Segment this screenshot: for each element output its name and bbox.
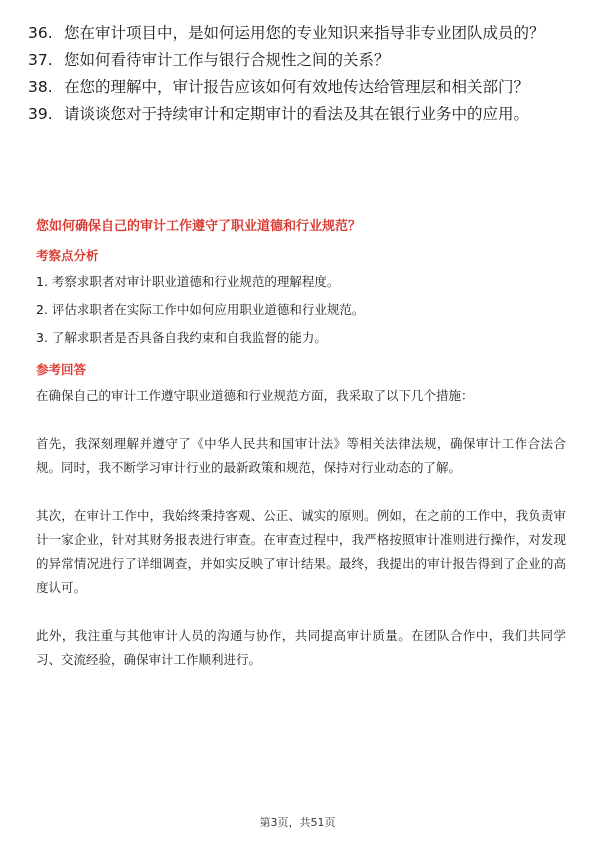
question-number: 36. — [28, 24, 53, 42]
question-number: 39. — [28, 105, 53, 123]
question-number: 38. — [28, 78, 53, 96]
question-item — [28, 20, 576, 47]
qa-section — [36, 217, 566, 672]
question-item — [28, 101, 576, 128]
answer-paragraph: 在确保自己的审计工作遵守职业道德和行业规范方面，我采取了以下几个措施： — [36, 388, 474, 403]
question-text: 在您的理解中，审计报告应该如何有效地传达给管理层和相关部门？ — [64, 78, 530, 96]
analysis-item: 1. 考察求职者对审计职业道德和行业规范的理解程度。 — [36, 274, 340, 289]
section-title: 您如何确保自己的审计工作遵守了职业道德和行业规范？ — [36, 219, 362, 234]
analysis-item: 2. 评估求职者在实际工作中如何应用职业道德和行业规范。 — [36, 302, 365, 317]
question-text: 请谈谈您对于持续审计和定期审计的看法及其在银行业务中的应用。 — [64, 105, 530, 123]
question-item — [28, 74, 576, 101]
answer-paragraph: 此外，我注重与其他审计人员的沟通与协作，共同提高审计质量。在团队合作中，我们共同学习、交流经验，确保审计工作顺利进行。 — [36, 628, 566, 667]
question-list — [28, 20, 576, 128]
question-item — [28, 47, 576, 74]
question-text: 您如何看待审计工作与银行合规性之间的关系？ — [64, 51, 390, 69]
question-text: 您在审计项目中，是如何运用您的专业知识来指导非专业团队成员的？ — [64, 24, 545, 42]
question-number: 37. — [28, 51, 53, 69]
answer-paragraph: 首先，我深刻理解并遵守了《中华人民共和国审计法》等相关法律法规，确保审计工作合法合规。同时，我不断学习审计行业的最新政策和规范，保持对行业动态的了解。 — [36, 436, 566, 475]
analysis-item: 3. 了解求职者是否具备自我约束和自我监督的能力。 — [36, 330, 327, 345]
analysis-label: 考察点分析 — [36, 248, 99, 263]
answer-label: 参考回答 — [36, 362, 87, 377]
answer-paragraph: 其次，在审计工作中，我始终秉持客观、公正、诚实的原则。例如，在之前的工作中，我负责审计一家企业，针对其财务报表进行审查。在审查过程中，我严格按照审计准则进行操作，对发现的异常情况进行了详细调查，并如实反映了审计结果。最终，我提出的审计报告得到了企业的高度认可。 — [36, 508, 566, 595]
page-footer: 第3页，共51页 — [259, 816, 336, 829]
